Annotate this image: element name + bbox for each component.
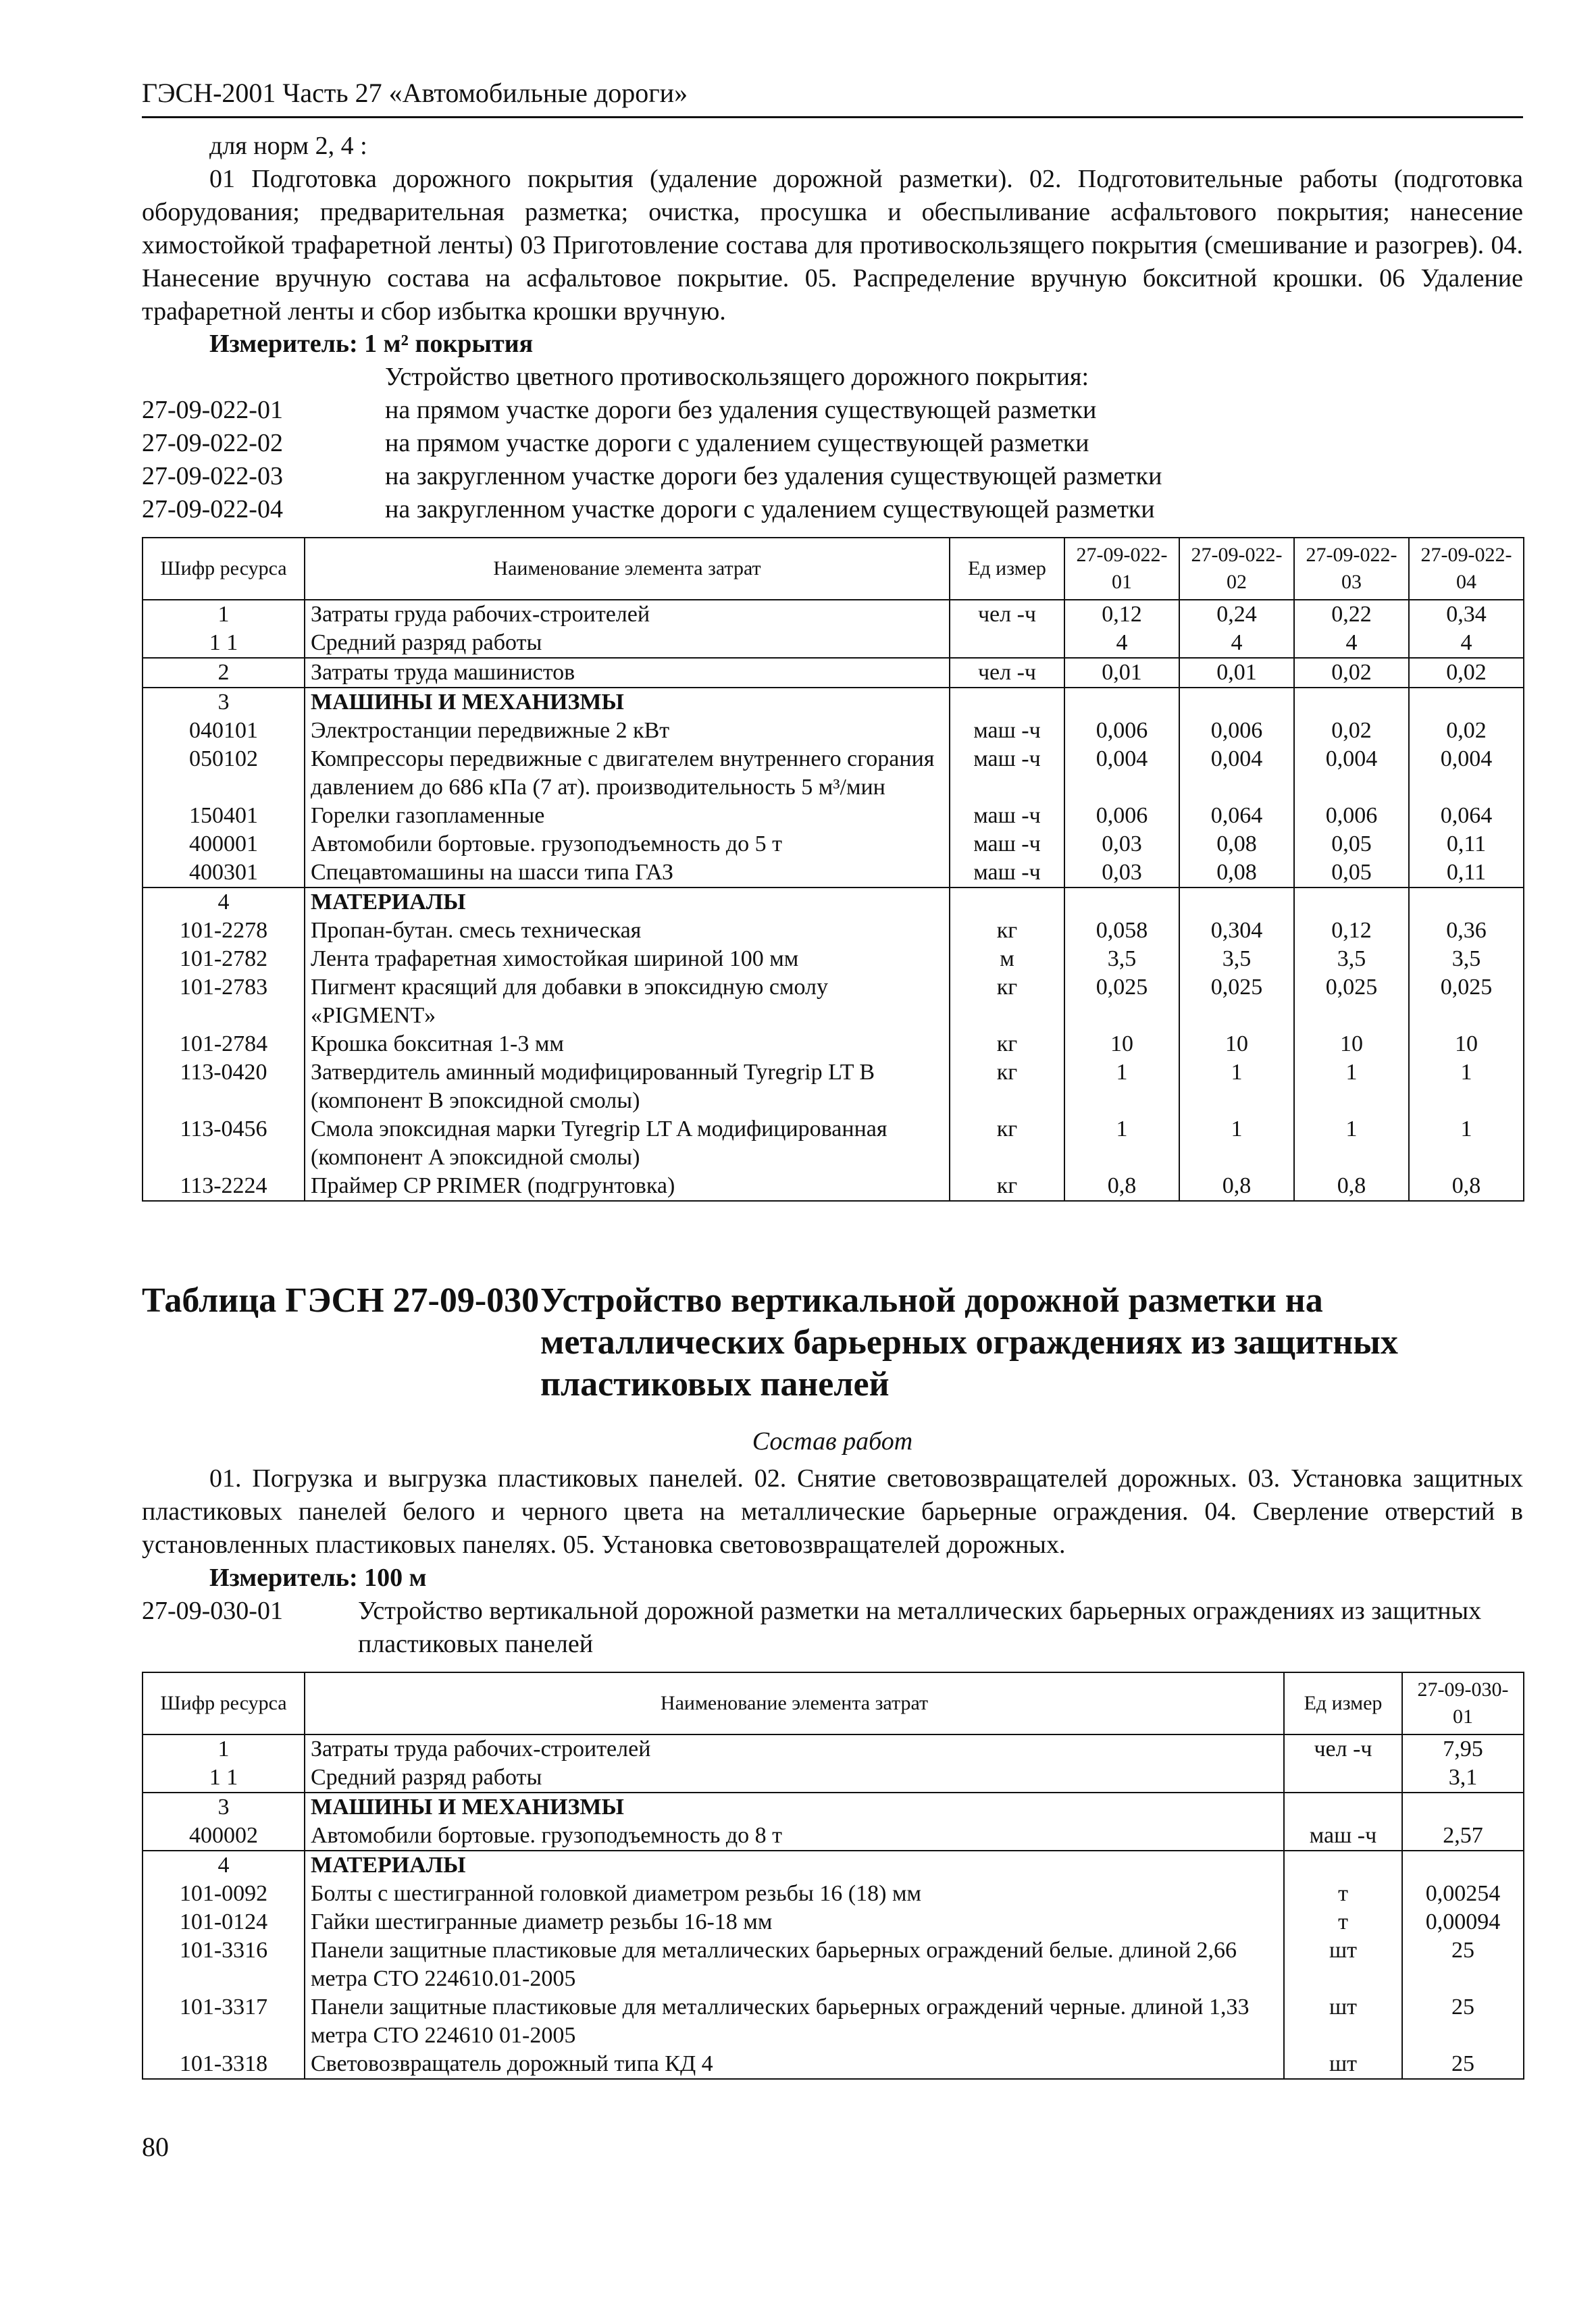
unit-cell: м [950, 945, 1064, 973]
norm-value-cell: 25 [1402, 1936, 1524, 1993]
header-norm-3: 27-09-022-03 [1294, 538, 1409, 600]
resource-code-cell: 050102 [143, 745, 305, 802]
element-name-cell: Пропан-бутан. смесь техническая [305, 917, 950, 945]
norm-value-cell: 0,006 [1294, 802, 1409, 830]
norm-value-cell: 25 [1402, 1993, 1524, 2050]
resource-code-cell: 040101 [143, 717, 305, 745]
norm-description: на закругленном участке дороги без удаления существующей разметки [385, 462, 1162, 490]
norm-value-cell: 1 [1409, 1058, 1524, 1115]
norm-value-cell: 0,22 [1294, 600, 1409, 629]
norm-value-cell: 0,03 [1064, 858, 1179, 888]
norm-value-cell: 0,01 [1064, 658, 1179, 688]
unit-cell: маш -ч [1284, 1822, 1402, 1851]
norm-value-cell: 0,02 [1294, 717, 1409, 745]
norm-value-cell: 0,006 [1064, 802, 1179, 830]
norm-value-cell: 0,8 [1294, 1172, 1409, 1201]
norm-value-cell: 1 [1064, 1115, 1179, 1172]
norm-value-cell: 0,004 [1294, 745, 1409, 802]
table-row [143, 1851, 1524, 1880]
table-header-row [143, 538, 1524, 600]
norm-value-cell: 0,004 [1409, 745, 1524, 802]
norm-value-cell [1294, 888, 1409, 917]
resource-code-cell: 101-3316 [143, 1936, 305, 1993]
resource-code-cell: 101-2784 [143, 1030, 305, 1058]
norm-value-cell: 0,02 [1294, 658, 1409, 688]
resource-code-cell: 150401 [143, 802, 305, 830]
norm-value-cell: 4 [1179, 629, 1294, 658]
resource-code-cell: 1 1 [143, 629, 305, 658]
table-row [143, 802, 1524, 830]
norm-value-cell: 0,36 [1409, 917, 1524, 945]
norm-value-cell: 3,5 [1409, 945, 1524, 973]
unit-cell: маш -ч [950, 802, 1064, 830]
unit-cell: кг [950, 1115, 1064, 1172]
resource-code-cell: 113-2224 [143, 1172, 305, 1201]
norm-value-cell: 3,5 [1064, 945, 1179, 973]
norm-value-cell: 0,01 [1179, 658, 1294, 688]
norm-value-cell: 0,11 [1409, 858, 1524, 888]
norm-value-cell: 0,24 [1179, 600, 1294, 629]
header-element-name: Наименование элемента затрат [305, 1672, 1284, 1734]
element-name-cell: Лента трафаретная химостойкая шириной 100 мм [305, 945, 950, 973]
norm-value-cell: 0,34 [1409, 600, 1524, 629]
element-name-cell: Средний разряд работы [305, 629, 950, 658]
norm-value-cell: 0,00094 [1402, 1908, 1524, 1936]
norms-intro: для норм 2, 4 : [209, 132, 367, 160]
table-row [143, 600, 1524, 629]
unit-cell: маш -ч [950, 830, 1064, 858]
norm-value-cell: 0,064 [1409, 802, 1524, 830]
norm-value-cell: 0,058 [1064, 917, 1179, 945]
norm-value-cell [1064, 888, 1179, 917]
element-name-cell: МАШИНЫ И МЕХАНИЗМЫ [305, 1793, 1284, 1822]
table-row [143, 1030, 1524, 1058]
header-unit: Ед измер [950, 538, 1064, 600]
resource-code-cell: 101-2782 [143, 945, 305, 973]
table-row [143, 858, 1524, 888]
norm-code: 27-09-022-04 [142, 495, 283, 523]
norm-value-cell: 0,064 [1179, 802, 1294, 830]
resource-code-cell: 400002 [143, 1822, 305, 1851]
header-norm-4: 27-09-022-04 [1409, 538, 1524, 600]
unit-cell: кг [950, 1030, 1064, 1058]
norm-value-cell [1064, 688, 1179, 717]
element-name-cell: Спецавтомашины на шасси типа ГАЗ [305, 858, 950, 888]
norm-value-cell [1179, 688, 1294, 717]
unit-cell: маш -ч [950, 745, 1064, 802]
norm-value-cell [1402, 1793, 1524, 1822]
meter-line-2 [142, 1562, 1523, 1595]
norm-value-cell: 10 [1409, 1030, 1524, 1058]
element-name-cell: Электростанции передвижные 2 кВт [305, 717, 950, 745]
norm-value-cell [1294, 688, 1409, 717]
header-norm-1: 27-09-022-01 [1064, 538, 1179, 600]
header-norm-1: 27-09-030-01 [1402, 1672, 1524, 1734]
unit-cell: кг [950, 1172, 1064, 1201]
norm-value-cell: 1 [1294, 1115, 1409, 1172]
norm-value-cell: 0,05 [1294, 830, 1409, 858]
norm-value-cell: 0,08 [1179, 858, 1294, 888]
header-resource-code: Шифр ресурса [143, 538, 305, 600]
norm-value-cell: 0,8 [1064, 1172, 1179, 1201]
unit-cell: кг [950, 1058, 1064, 1115]
table-row [143, 1058, 1524, 1115]
resource-code-cell: 101-2278 [143, 917, 305, 945]
resource-code-cell: 101-2783 [143, 973, 305, 1030]
unit-cell: маш -ч [950, 858, 1064, 888]
page-header: ГЭСН-2001 Часть 27 «Автомобильные дороги» [142, 73, 1523, 118]
table-title-label: Таблица ГЭСН 27-09-030 [142, 1281, 540, 1320]
unit-cell [950, 888, 1064, 917]
unit-cell: чел -ч [950, 658, 1064, 688]
element-name-cell: МАТЕРИАЛЫ [305, 1851, 1284, 1880]
unit-cell: т [1284, 1908, 1402, 1936]
element-name-cell: МАШИНЫ И МЕХАНИЗМЫ [305, 688, 950, 717]
norm-value-cell: 0,12 [1294, 917, 1409, 945]
element-name-cell: Автомобили бортовые. грузоподъемность до 8 т [305, 1822, 1284, 1851]
norm-description: на прямом участке дороги без удаления существующей разметки [385, 396, 1097, 424]
unit-cell [1284, 1764, 1402, 1793]
norm-value-cell: 0,004 [1179, 745, 1294, 802]
norm-value-cell: 0,025 [1064, 973, 1179, 1030]
norm-description: на прямом участке дороги с удалением существующей разметки [385, 429, 1089, 457]
table-row [143, 688, 1524, 717]
table-header-row [143, 1672, 1524, 1734]
norm-value-cell: 0,08 [1179, 830, 1294, 858]
norm-value-cell [1409, 888, 1524, 917]
norm-value-cell: 1 [1179, 1058, 1294, 1115]
norm-value-cell: 1 [1294, 1058, 1409, 1115]
norms-heading: Устройство цветного противоскользящего дорожного покрытия: [385, 363, 1089, 391]
element-name-cell: Пигмент красящий для добавки в эпоксидную смолу «PIGMENT» [305, 973, 950, 1030]
table-title [142, 1280, 1523, 1406]
norm-value-cell: 0,025 [1294, 973, 1409, 1030]
table-row [143, 888, 1524, 917]
resource-table-27-09-022 [142, 537, 1524, 1202]
header-resource-code: Шифр ресурса [143, 1672, 305, 1734]
unit-cell: кг [950, 973, 1064, 1030]
norm-description: на закругленном участке дороги с удалением существующей разметки [385, 495, 1155, 523]
unit-cell: маш -ч [950, 717, 1064, 745]
element-name-cell: Горелки газопламенные [305, 802, 950, 830]
norm-value-cell: 10 [1294, 1030, 1409, 1058]
element-name-cell: МАТЕРИАЛЫ [305, 888, 950, 917]
table-row [143, 1908, 1524, 1936]
resource-code-cell: 3 [143, 688, 305, 717]
norm-value-cell: 4 [1409, 629, 1524, 658]
unit-cell: шт [1284, 1936, 1402, 1993]
unit-cell: шт [1284, 1993, 1402, 2050]
table-row [143, 1115, 1524, 1172]
resource-table-27-09-030 [142, 1672, 1524, 2080]
norm-value-cell: 0,004 [1064, 745, 1179, 802]
norm-code: 27-09-030-01 [142, 1597, 283, 1625]
table-row [143, 2050, 1524, 2079]
element-name-cell: Средний разряд работы [305, 1764, 1284, 1793]
table-row [143, 658, 1524, 688]
norm-value-cell: 2,57 [1402, 1822, 1524, 1851]
element-name-cell: Затраты груда рабочих-строителей [305, 600, 950, 629]
norm-value-cell: 3,5 [1294, 945, 1409, 973]
meter-label: Измеритель: [209, 1564, 358, 1592]
resource-code-cell: 400001 [143, 830, 305, 858]
table-row [143, 1993, 1524, 2050]
table-row [143, 973, 1524, 1030]
norm-value-cell: 4 [1064, 629, 1179, 658]
resource-code-cell: 113-0456 [143, 1115, 305, 1172]
resource-code-cell: 1 [143, 600, 305, 629]
norm-description: Устройство вертикальной дорожной разметки на металлических барьерных ограждениях из защитных пластиковых панелей [358, 1597, 1482, 1658]
unit-cell: чел -ч [1284, 1734, 1402, 1764]
table-row [143, 917, 1524, 945]
table-row [143, 1936, 1524, 1993]
norm-value-cell: 0,304 [1179, 917, 1294, 945]
norm-value-cell: 0,8 [1179, 1172, 1294, 1201]
table-row [143, 629, 1524, 658]
unit-cell [1284, 1793, 1402, 1822]
norm-value-cell: 0,02 [1409, 658, 1524, 688]
norm-code-row [142, 1595, 1523, 1661]
meter-value: 100 м [364, 1564, 427, 1592]
norm-value-cell: 0,006 [1064, 717, 1179, 745]
resource-code-cell: 4 [143, 1851, 305, 1880]
meter-label: Измеритель: [209, 330, 358, 358]
table-row [143, 1764, 1524, 1793]
element-name-cell: Затраты труда рабочих-строителей [305, 1734, 1284, 1764]
table-row [143, 1822, 1524, 1851]
norm-value-cell: 0,02 [1409, 717, 1524, 745]
unit-cell: чел -ч [950, 600, 1064, 629]
norm-code: 27-09-022-01 [142, 396, 283, 424]
work-composition-text: 01 Подготовка дорожного покрытия (удаление дорожной разметки). 02. Подготовительные работы (подготовка оборудования; предварительная разметка; очистка, просушка и обеспыливание асфальтового покрытия; нанесение химостойкой трафаретной ленты) 03 Приготовление состава для противоскользящего покрытия (смешивание и разогрев). 04. Нанесение вручную состава на асфальтовое покрытие. 05. Распределение вручную бокситной крошки. 06 Удаление трафаретной ленты и сбор избытка крошки вручную. [142, 165, 1523, 326]
header-norm-2: 27-09-022-02 [1179, 538, 1294, 600]
norm-value-cell: 7,95 [1402, 1734, 1524, 1764]
header-unit: Ед измер [1284, 1672, 1402, 1734]
element-name-cell: Панели защитные пластиковые для металлических барьерных ограждений белые. длиной 2,66 метра СТО 224610.01-2005 [305, 1936, 1284, 1993]
element-name-cell: Смола эпоксидная марки Tyregrip LT A модифицированная (компонент A эпоксидной смолы) [305, 1115, 950, 1172]
resource-code-cell: 101-0124 [143, 1908, 305, 1936]
table-title-text: Устройство вертикальной дорожной разметки на металлических барьерных ограждениях из защитных пластиковых панелей [540, 1281, 1398, 1404]
element-name-cell: Затвердитель аминный модифицированный Tyregrip LT B (компонент B эпоксидной смолы) [305, 1058, 950, 1115]
table-row [143, 1793, 1524, 1822]
table-row [143, 1734, 1524, 1764]
unit-cell: кг [950, 917, 1064, 945]
element-name-cell: Болты с шестигранной головкой диаметром резьбы 16 (18) мм [305, 1880, 1284, 1908]
norm-value-cell: 3,5 [1179, 945, 1294, 973]
norm-value-cell: 0,025 [1409, 973, 1524, 1030]
norm-value-cell: 3,1 [1402, 1764, 1524, 1793]
norm-value-cell: 10 [1179, 1030, 1294, 1058]
element-name-cell: Компрессоры передвижные с двигателем внутреннего сгорания давлением до 686 кПа (7 ат). производительность 5 м³/мин [305, 745, 950, 802]
table-row [143, 945, 1524, 973]
table-row [143, 1172, 1524, 1201]
unit-cell [950, 629, 1064, 658]
work-composition-text-2: 01. Погрузка и выгрузка пластиковых панелей. 02. Снятие световозвращателей дорожных. 03. Установка защитных пластиковых панелей белого и черного цвета на металлические барьерные ограждения. 04. Сверление отверстий в установленных пластиковых панелях. 05. Установка световозвращателей дорожных. [142, 1464, 1523, 1559]
page-number: 80 [142, 2132, 169, 2162]
table-row [143, 745, 1524, 802]
element-name-cell: Затраты труда машинистов [305, 658, 950, 688]
resource-code-cell: 113-0420 [143, 1058, 305, 1115]
unit-cell [1284, 1851, 1402, 1880]
meter-line [142, 328, 1523, 361]
unit-cell [950, 688, 1064, 717]
resource-code-cell: 3 [143, 1793, 305, 1822]
element-name-cell: Световозвращатель дорожный типа КД 4 [305, 2050, 1284, 2079]
resource-code-cell: 101-3318 [143, 2050, 305, 2079]
norm-value-cell: 10 [1064, 1030, 1179, 1058]
norm-value-cell: 0,05 [1294, 858, 1409, 888]
norm-value-cell: 0,03 [1064, 830, 1179, 858]
resource-code-cell: 1 [143, 1734, 305, 1764]
resource-code-cell: 101-0092 [143, 1880, 305, 1908]
unit-cell: шт [1284, 2050, 1402, 2079]
norm-value-cell: 4 [1294, 629, 1409, 658]
element-name-cell: Праймер CP PRIMER (подгрунтовка) [305, 1172, 950, 1201]
norm-value-cell: 1 [1064, 1058, 1179, 1115]
header-element-name: Наименование элемента затрат [305, 538, 950, 600]
norm-code: 27-09-022-02 [142, 429, 283, 457]
norm-value-cell: 1 [1179, 1115, 1294, 1172]
norm-value-cell: 0,12 [1064, 600, 1179, 629]
element-name-cell: Крошка бокситная 1-3 мм [305, 1030, 950, 1058]
element-name-cell: Гайки шестигранные диаметр резьбы 16-18 мм [305, 1908, 1284, 1936]
resource-code-cell: 4 [143, 888, 305, 917]
norm-value-cell: 25 [1402, 2050, 1524, 2079]
table-row [143, 1880, 1524, 1908]
resource-code-cell: 2 [143, 658, 305, 688]
norm-code: 27-09-022-03 [142, 462, 283, 490]
unit-cell: т [1284, 1880, 1402, 1908]
table-row [143, 830, 1524, 858]
composition-heading: Состав работ [752, 1427, 913, 1456]
norm-value-cell: 0,00254 [1402, 1880, 1524, 1908]
resource-code-cell: 101-3317 [143, 1993, 305, 2050]
resource-code-cell: 1 1 [143, 1764, 305, 1793]
norm-value-cell: 0,11 [1409, 830, 1524, 858]
element-name-cell: Панели защитные пластиковые для металлических барьерных ограждений черные. длиной 1,33 метра СТО 224610 01-2005 [305, 1993, 1284, 2050]
norm-value-cell [1179, 888, 1294, 917]
norm-value-cell: 0,8 [1409, 1172, 1524, 1201]
norm-value-cell: 0,006 [1179, 717, 1294, 745]
norm-value-cell [1402, 1851, 1524, 1880]
element-name-cell: Автомобили бортовые. грузоподъемность до 5 т [305, 830, 950, 858]
resource-code-cell: 400301 [143, 858, 305, 888]
norm-value-cell: 1 [1409, 1115, 1524, 1172]
table-row [143, 717, 1524, 745]
meter-value: 1 м² покрытия [364, 330, 534, 358]
norm-value-cell [1409, 688, 1524, 717]
norm-value-cell: 0,025 [1179, 973, 1294, 1030]
